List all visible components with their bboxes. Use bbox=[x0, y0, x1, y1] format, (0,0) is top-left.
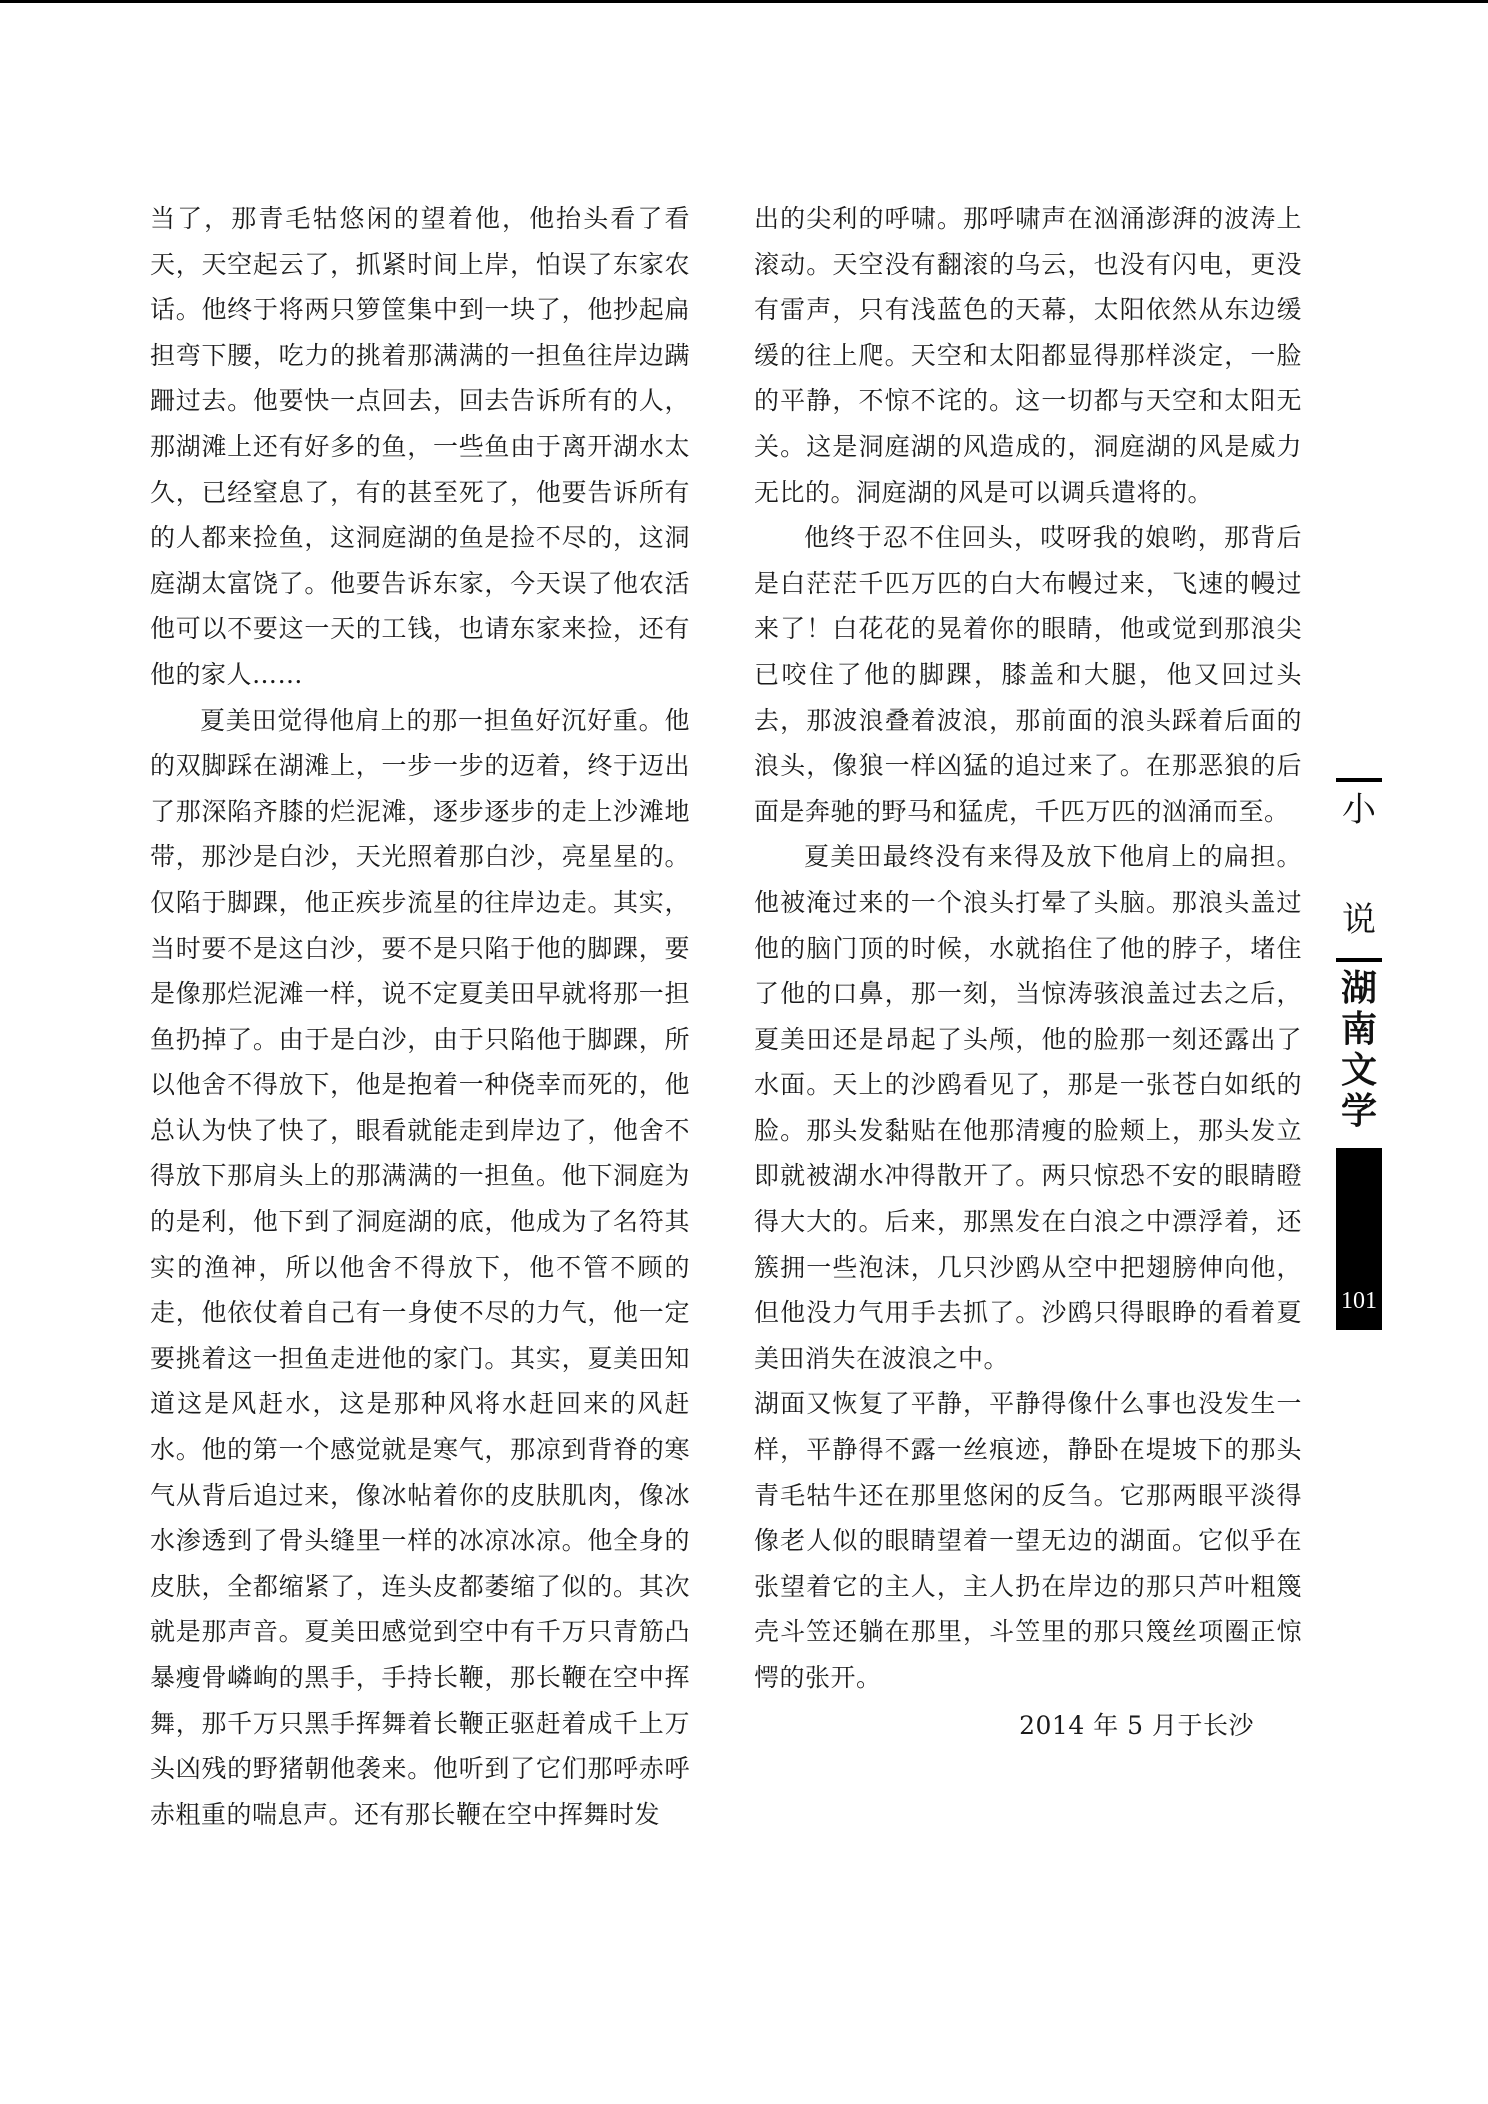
paragraph: 他终于忍不住回头，哎呀我的娘哟，那背后是白茫茫千匹万匹的白大布幔过来，飞速的幔过来了！白花花的晃着你的眼睛，他或觉到那浪尖已咬住了他的脚踝，膝盖和大腿，他又回过头去，那波浪叠着波浪，那前面的浪头踩着后面的浪头，像狼一样凶猛的追过来了。在那恶狼的后面是奔驰的野马和猛虎，千匹万匹的汹涌而至。 bbox=[754, 523, 1302, 826]
text-column-right bbox=[754, 196, 1302, 1748]
section-rule bbox=[1336, 778, 1382, 782]
magazine-logo bbox=[1336, 968, 1382, 1132]
paragraph: 当了，那青毛牯悠闲的望着他，他抬头看了看天，天空起云了，抓紧时间上岸，怕误了东家农话。他终于将两只箩筐集中到一块了，他抄起扁担弯下腰，吃力的挑着那满满的一担鱼往岸边蹒跚过去。他要快一点回去，回去告诉所有的人，那湖滩上还有好多的鱼，一些鱼由于离开湖水太久，已经窒息了，有的甚至死了，他要告诉所有的人都来捡鱼，这洞庭湖的鱼是捡不尽的，这洞庭湖太富饶了。他要告诉东家，今天误了他农活他可以不要这一天的工钱，也请东家来捡，还有他的家人…… bbox=[150, 204, 690, 689]
text-column-left bbox=[150, 196, 690, 1837]
page-number-block bbox=[1336, 1148, 1382, 1330]
page-number: 101 bbox=[1341, 1288, 1377, 1314]
magazine-title: 湖 南 文 学 bbox=[1340, 968, 1377, 1132]
section-rule bbox=[1336, 958, 1382, 962]
paragraph: 夏美田觉得他肩上的那一担鱼好沉好重。他的双脚踩在湖滩上，一步一步的迈着，终于迈出了那深陷齐膝的烂泥滩，逐步逐步的走上沙滩地带，那沙是白沙，天光照着那白沙，亮星星的。仅陷于脚踝，他正疾步流星的往岸边走。其实，当时要不是这白沙，要不是只陷于他的脚踝，要是像那烂泥滩一样，说不定夏美田早就将那一担鱼扔掉了。由于是白沙，由于只陷他于脚踝，所以他舍不得放下，他是抱着一种侥幸而死的，他总认为快了快了，眼看就能走到岸边了，他舍不得放下那肩头上的那满满的一担鱼。他下洞庭为的是利，他下到了洞庭湖的底，他成为了名符其实的渔神，所以他舍不得放下，他不管不顾的走，他依仗着自己有一身使不尽的力气，他一定要挑着这一担鱼走进他的家门。其实，夏美田知道这是风赶水，这是那种风将水赶回来的风赶水。他的第一个感觉就是寒气，那凉到背脊的寒气从背后追过来，像冰帖着你的皮肤肌肉，像冰水渗透到了骨头缝里一样的冰凉冰凉。他全身的皮肤，全都缩紧了，连头皮都萎缩了似的。其次就是那声音。夏美田感觉到空中有千万只青筋凸暴瘦骨嶙峋的黑手，手持长鞭，那长鞭在空中挥舞，那千万只黑手挥舞着长鞭正驱赶着成千上万头凶残的野猪朝他袭来。他听到了它们那呼赤呼赤粗重的喘息声。还有那长鞭在空中挥舞时发 bbox=[150, 705, 690, 1829]
paragraph: 夏美田最终没有来得及放下他肩上的扁担。他被淹过来的一个浪头打晕了头脑。那浪头盖过他的脑门顶的时候，水就掐住了他的脖子，堵住了他的口鼻，那一刻，当惊涛骇浪盖过去之后，夏美田还是昂起了头颅，他的脸那一刻还露出了水面。天上的沙鸥看见了，那是一张苍白如纸的脸。那头发黏贴在他那清瘦的脸颊上，那头发立即就被湖水冲得散开了。两只惊恐不安的眼睛瞪得大大的。后来，那黑发在白浪之中漂浮着，还簇拥一些泡沫，几只沙鸥从空中把翅膀伸向他，但他没力气用手去抓了。沙鸥只得眼睁的看着夏美田消失在波浪之中。 bbox=[754, 842, 1302, 1373]
top-border-rule bbox=[0, 0, 1488, 3]
section-label-char: 小 bbox=[1342, 790, 1376, 830]
date-signature: 2014 年 5 月于长沙 bbox=[1019, 1710, 1254, 1740]
paragraph: 出的尖利的呼啸。那呼啸声在汹涌澎湃的波涛上滚动。天空没有翻滚的乌云，也没有闪电，更没有雷声，只有浅蓝色的天幕，太阳依然从东边缓缓的往上爬。天空和太阳都显得那样淡定，一脸的平静，不惊不诧的。这一切都与天空和太阳无关。这是洞庭湖的风造成的，洞庭湖的风是威力无比的。洞庭湖的风是可以调兵遣将的。 bbox=[754, 204, 1302, 507]
section-label-char: 说 bbox=[1342, 900, 1376, 940]
paragraph: 湖面又恢复了平静，平静得像什么事也没发生一样，平静得不露一丝痕迹，静卧在堤坡下的那头青毛牯牛还在那里悠闲的反刍。它那两眼平淡得像老人似的眼睛望着一望无边的湖面。它似乎在张望着它的主人，主人扔在岸边的那只芦叶粗篾壳斗笠还躺在那里，斗笠里的那只篾丝项圈正惊愕的张开。 bbox=[754, 1389, 1302, 1692]
